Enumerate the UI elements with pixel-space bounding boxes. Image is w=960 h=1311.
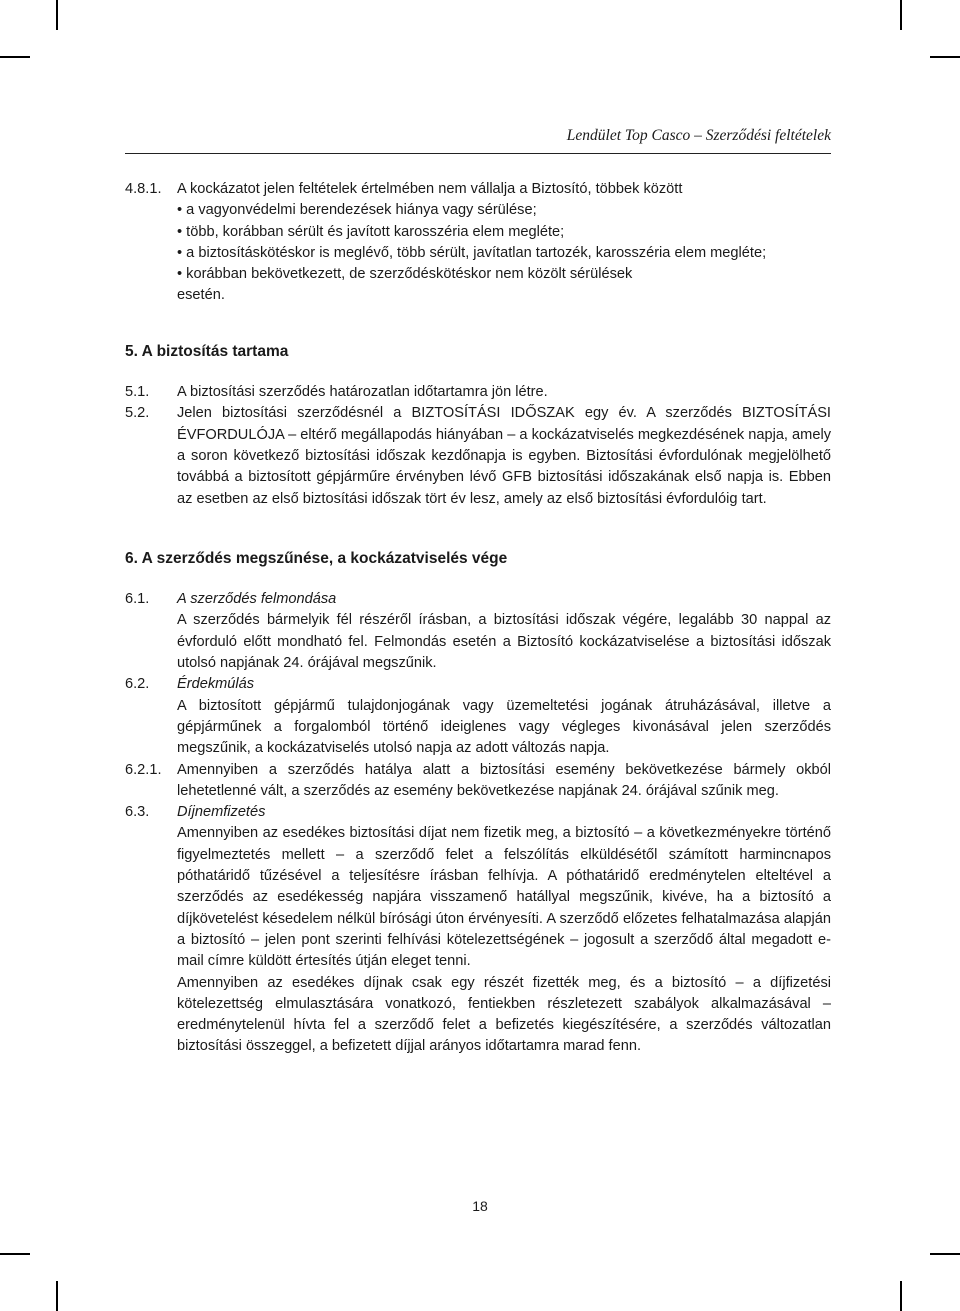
- list-item: • több, korábban sérült és javított karosszéria elem megléte;: [177, 223, 565, 240]
- clause-text: A szerződés bármelyik fél részéről írásban, a biztosítási időszak végére, legalább 30 nappal az évforduló előtt mondható fel. Felmondás esetén a Biztosító kockázatviselése a biztosítási időszak utolsó napjának 24. órájával megszűnik.: [177, 612, 831, 672]
- clause-number: 5.2.: [125, 405, 150, 422]
- clause-6-3: [125, 802, 831, 1058]
- page-content: [125, 179, 831, 1058]
- clause-number: 5.1.: [125, 384, 150, 401]
- clause-intro: A kockázatot jelen feltételek értelmében nem vállalja a Biztosító, többek között: [177, 181, 683, 197]
- section-heading: 5. A biztosítás tartama: [125, 342, 289, 360]
- crop-mark: [56, 0, 58, 30]
- list-item: • korábban bekövetkezett, de szerződéskötéskor nem közölt sérülések: [177, 266, 633, 283]
- clause-6-2-1: [125, 760, 831, 803]
- crop-mark: [930, 56, 960, 58]
- clause-text: Jelen biztosítási szerződésnél a BIZTOSÍTÁSI IDŐSZAK egy év. A szerződés BIZTOSÍTÁSI ÉVFORDULÓJA – eltérő megállapodás hiányában – a kockázatviselés megkezdésének napja, amely a soron következő biztosítási időszak kezdőnapja is egyben. Biztosítási évfordulónak megjelölhető továbbá a biztosított gépjárműre érvényben lévő GFB biztosítási időszakának első napja is. Ebben az esetben az első biztosítási időszak tört év lesz, amely az első biztosítási évfordulóig tart.: [177, 405, 831, 507]
- clause-title: Díjnemfizetés: [177, 804, 266, 821]
- running-header: Lendület Top Casco – Szerződési feltételek: [125, 127, 831, 154]
- clause-title: A szerződés felmondása: [177, 591, 337, 608]
- crop-mark: [0, 1253, 30, 1255]
- clause-text: A biztosított gépjármű tulajdonjogának vagy üzemeltetési jogának átruházásával, illetve a gépjárműnek a forgalomból történő ideiglenes vagy végleges kivonásával jelen szerződés megszűnik, a kockázatviselés utolsó napja az adott változás napja.: [177, 697, 831, 757]
- crop-mark: [0, 56, 30, 58]
- crop-mark: [900, 1281, 902, 1311]
- clause-text: Amennyiben a szerződés hatálya alatt a biztosítási esemény bekövetkezése bármely okból lehetetlenné vált, a szerződés az esemény bekövetkezése napjának 24. órájával szűnik meg.: [177, 761, 831, 799]
- crop-mark: [900, 0, 902, 30]
- list-item: • a biztosításkötéskor is meglévő, több sérült, javítatlan tartozék, karosszéria elem megléte;: [177, 244, 767, 261]
- list-item: • a vagyonvédelmi berendezések hiánya vagy sérülése;: [177, 202, 537, 219]
- clause-number: 6.2.: [125, 676, 150, 693]
- clause-number: 6.1.: [125, 591, 150, 608]
- clause-number: 6.2.1.: [125, 761, 162, 778]
- clause-title: Érdekmúlás: [177, 676, 255, 693]
- clause-6-2: [125, 674, 831, 759]
- clause-number: 4.8.1.: [125, 181, 162, 197]
- clause-text: Amennyiben az esedékes díjnak csak egy részét fizették meg, és a biztosító – a díjfizetési kötelezettség elmulasztására vonatkozó, fentiekben részletezett szabályok alkalmazásával – eredménytelenül hívta fel a szerződő felet a befizetés kiegészítésére, a szerződés változatlan biztosítási összeggel, a befizetett díjjal arányos időtartamra marad fenn.: [177, 974, 831, 1055]
- clause-5-1: [125, 382, 831, 403]
- clause-5-2: [125, 403, 831, 509]
- clause-text: Amennyiben az esedékes biztosítási díjat nem fizetik meg, a biztosító – a következményekre történő figyelmeztetés mellett – a szerződő felet a felszólítás elküldésétől számított harmincnapos póthatáridő tűzésével a teljesítésre írásban felhívja. A póthatáridő eredménytelen elteltével a szerződés az esedékesség napjára visszamenő hatállyal megszűnik, kivéve, ha a biztosító a díjkövetelést késedelem nélkül bírósági úton érvényesíti. A szerződő előzetes felhatalmazása alapján a biztosító – jelen pont szerinti felhívási kötelezettségének – jogosult a szerződő által megadott e-mail címre küldött értesítés útján eleget tenni.: [177, 825, 831, 970]
- clause-6-1: [125, 589, 831, 674]
- clause-4-8-1: [125, 179, 831, 200]
- page-number: 18: [472, 1198, 488, 1214]
- clause-end: esetén.: [177, 287, 225, 304]
- clause-number: 6.3.: [125, 804, 150, 821]
- crop-mark: [930, 1253, 960, 1255]
- section-heading: 6. A szerződés megszűnése, a kockázatviselés vége: [125, 549, 508, 567]
- crop-mark: [56, 1281, 58, 1311]
- clause-text: A biztosítási szerződés határozatlan időtartamra jön létre.: [177, 384, 548, 401]
